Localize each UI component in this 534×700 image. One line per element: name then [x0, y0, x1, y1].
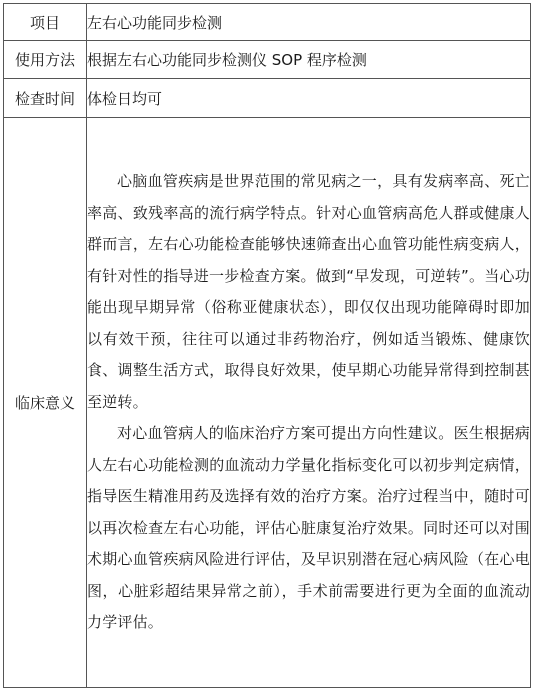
table-row — [4, 118, 531, 688]
row-value-method: 根据左右心功能同步检测仪 SOP 程序检测 — [87, 41, 531, 79]
row-label-time: 检查时间 — [4, 79, 87, 118]
table-row — [4, 41, 531, 79]
paragraph: 对心血管病人的临床治疗方案可提出方向性建议。医生根据病人左右心功能检测的血流动力学量化指标变化可以初步判定病情，指导医生精准用药及选择有效的治疗方案。治疗过程当中，随时可以再次检查左右心功能，评估心脏康复治疗效果。同时还可以对围术期心血管疾病风险进行评估，及早识别潜在冠心病风险（在心电图，心脏彩超结果异常之前），手术前需要进行更为全面的血流动力学评估。 — [87, 424, 530, 632]
table-row — [4, 79, 531, 118]
row-label-method: 使用方法 — [4, 41, 87, 79]
info-table — [3, 3, 531, 688]
clinical-significance-text — [87, 118, 531, 688]
row-value-item: 左右心功能同步检测 — [87, 4, 531, 41]
row-label-item: 项目 — [4, 4, 87, 41]
row-label-clinical: 临床意义 — [4, 118, 87, 688]
row-value-time: 体检日均可 — [87, 79, 531, 118]
table-row — [4, 4, 531, 41]
paragraph: 心脑血管疾病是世界范围的常见病之一，具有发病率高、死亡率高、致残率高的流行病学特点。针对心血管病高危人群或健康人群而言，左右心功能检查能够快速筛查出心血管功能性病变病人，有针对性的指导进一步检查方案。做到“早发现，可逆转”。当心功能出现早期异常（俗称亚健康状态），即仅仅出现功能障碍时即加以有效干预，往往可以通过非药物治疗，例如适当锻炼、健康饮食、调整生活方式，取得良好效果，使早期心功能异常得到控制甚至逆转。 — [87, 172, 530, 411]
